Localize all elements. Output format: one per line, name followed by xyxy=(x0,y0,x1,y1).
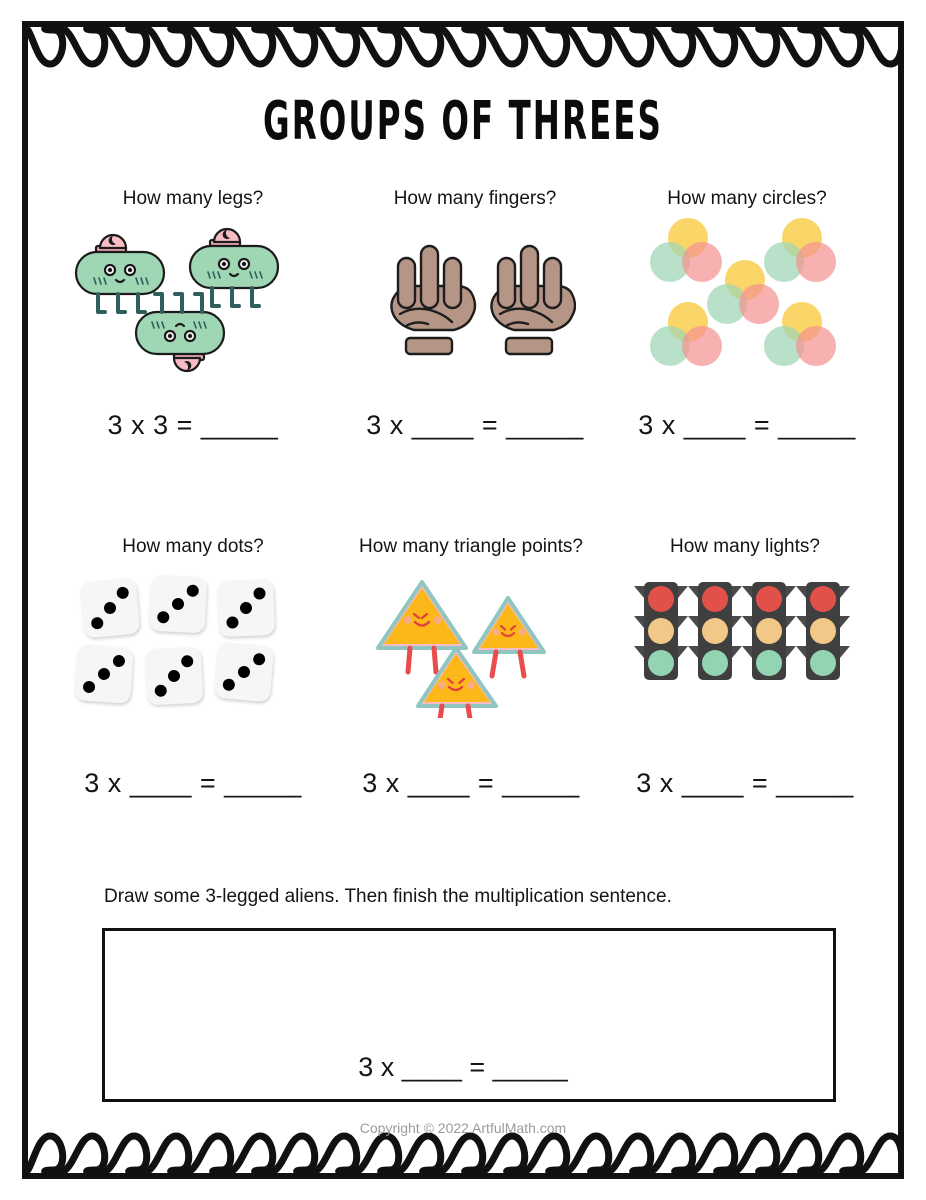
problem-legs-label: How many legs? xyxy=(122,188,264,209)
die-pip xyxy=(240,602,252,614)
copyright-footer: Copyright © 2022 ArtfulMath.com xyxy=(359,1120,567,1136)
die-icon xyxy=(74,644,134,704)
die-pip xyxy=(253,587,265,599)
problem-fingers-label: How many fingers? xyxy=(393,188,557,209)
hand-three-fingers-icon xyxy=(376,218,576,368)
circles-illustration xyxy=(612,214,882,384)
problem-legs xyxy=(58,188,328,448)
die-pip xyxy=(181,655,194,668)
smiling-triangles-icon xyxy=(356,568,586,718)
die-pip xyxy=(186,584,199,597)
problem-fingers xyxy=(340,188,610,448)
alien-icon xyxy=(128,280,228,378)
traffic-lights-illustration xyxy=(608,578,882,708)
die-pip xyxy=(154,684,167,697)
problem-triangle-points-label: How many triangle points? xyxy=(359,536,583,557)
circle-pink xyxy=(796,242,836,282)
die-icon xyxy=(217,579,275,637)
problem-lights xyxy=(608,536,882,806)
equation-dots: 3 x ____ = _____ xyxy=(84,768,302,798)
die-pip xyxy=(116,586,129,599)
traffic-light-icon xyxy=(688,582,742,680)
problem-circles-label: How many circles? xyxy=(667,188,827,209)
die-pip xyxy=(113,655,126,668)
circle-pink xyxy=(796,326,836,366)
equation-legs: 3 x 3 = _____ xyxy=(107,410,279,440)
problem-dots xyxy=(58,536,328,806)
equation-lights: 3 x ____ = _____ xyxy=(636,768,854,798)
die-pip xyxy=(168,670,181,683)
problem-dots-label: How many dots? xyxy=(122,536,264,557)
die-icon xyxy=(149,575,208,634)
die-pip xyxy=(103,601,116,614)
venn-triple-icon xyxy=(764,302,836,368)
page-title: GROUPS OF THREES xyxy=(263,90,663,153)
equation-fingers: 3 x ____ = _____ xyxy=(366,410,584,440)
venn-triple-icon xyxy=(650,302,722,368)
die-icon xyxy=(214,642,275,703)
traffic-light-icon xyxy=(796,582,850,680)
die-pip xyxy=(237,665,250,678)
problem-triangle-points xyxy=(326,536,616,806)
die-icon xyxy=(145,647,204,706)
traffic-light-icon xyxy=(634,582,688,680)
problem-circles xyxy=(612,188,882,448)
equation-circles: 3 x ____ = _____ xyxy=(638,410,856,440)
top-loop-border-icon xyxy=(22,24,904,72)
draw-prompt: Draw some 3-legged aliens. Then finish the multiplication sentence. xyxy=(104,886,672,907)
traffic-light-icon xyxy=(742,582,796,680)
die-pip xyxy=(91,617,104,630)
traffic-light-row-icon xyxy=(630,578,860,688)
problem-lights-label: How many lights? xyxy=(670,536,820,557)
hands-illustration xyxy=(340,214,610,374)
equation-triangle-points: 3 x ____ = _____ xyxy=(362,768,580,798)
die-pip xyxy=(98,668,111,681)
die-pip xyxy=(253,653,266,666)
die-pip xyxy=(226,616,238,628)
die-pip xyxy=(157,611,170,624)
die-pip xyxy=(222,678,235,691)
triangles-illustration xyxy=(326,568,616,718)
die-pip xyxy=(172,598,185,611)
die-pip xyxy=(83,681,96,694)
die-icon xyxy=(80,578,141,639)
aliens-illustration xyxy=(58,214,328,374)
equation-draw: 3 x ____ = _____ xyxy=(358,1052,568,1082)
circle-pink xyxy=(682,326,722,366)
dice-illustration xyxy=(58,576,328,716)
